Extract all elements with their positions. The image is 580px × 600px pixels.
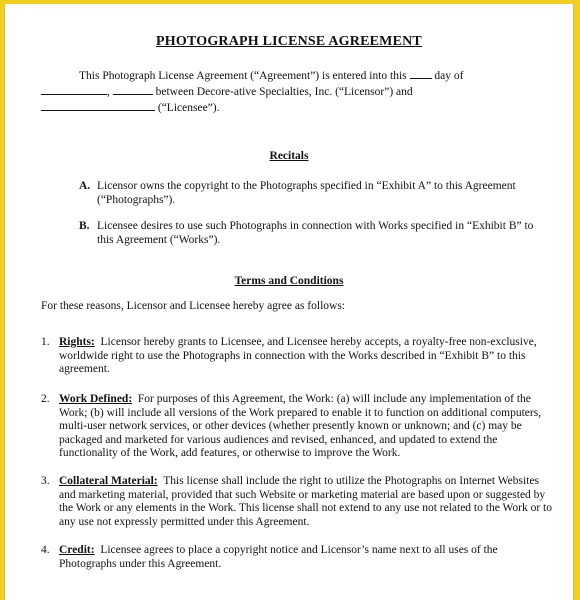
- term-item-work-defined: [41, 393, 555, 461]
- intro-line-1-end: day of: [434, 70, 464, 82]
- term-text: Licensor hereby grants to Licensee, and Licensee hereby accepts, a royalty-free non-exclusive, worldwide right to use the Photographs in connection with the Works described in “Exhibit B” to this agreement.: [59, 336, 537, 376]
- term-text: Licensee agrees to place a copyright notice and Licensor’s name next to all uses of the Photographs under this Agreement.: [59, 544, 498, 570]
- term-label: Work Defined:: [59, 393, 133, 405]
- recital-text: Licensor owns the copyright to the Photographs specified in “Exhibit A” to this Agreement (“Photographs”).: [97, 180, 516, 206]
- term-item-credit: [41, 544, 555, 571]
- term-number: 3.: [41, 475, 50, 487]
- term-text: This license shall include the right to utilize the Photographs on Internet Websites and marketing material, provided that such Website or marketing material are based upon or suggested by the Work or any elements in the Work. This license shall not extend to any use not related to the Work or to any use not expressly permitted under this Agreement.: [59, 475, 553, 528]
- blank-month[interactable]: [41, 83, 107, 95]
- term-number: 1.: [41, 336, 50, 348]
- term-number: 4.: [41, 544, 50, 556]
- recital-text: Licensee desires to use such Photographs in connection with Works specified in “Exhibit B” to this Agreement (“Works”).: [97, 220, 534, 246]
- recital-a: [79, 179, 537, 207]
- terms-intro: For these reasons, Licensor and Licensee hereby agree as follows:: [41, 300, 345, 312]
- term-text: For purposes of this Agreement, the Work: (a) will include any implementation of the Work; (b) will include all versions of the Work prepared to enable it to function on additional computers, multi-user network services, or other devices (whether presently known or unknown; and (c) may be packaged and marketed for various audiences and revised, enhanced, and updated to extend the functionality of the Work, add features, or otherwise to improve the Work.: [59, 393, 542, 460]
- term-label: Collateral Material:: [59, 475, 158, 487]
- intro-paragraph: [41, 67, 463, 115]
- intro-line-3: (“Licensee”).: [157, 102, 220, 114]
- recital-letter: A.: [79, 180, 91, 192]
- document-title: PHOTOGRAPH LICENSE AGREEMENT: [156, 34, 422, 49]
- recital-b: [79, 219, 537, 247]
- intro-line-1: This Photograph License Agreement (“Agreement”) is entered into this: [79, 70, 407, 82]
- recitals-heading: Recitals: [269, 150, 309, 162]
- term-number: 2.: [41, 393, 50, 405]
- terms-heading: Terms and Conditions: [234, 275, 344, 287]
- term-item-collateral-material: [41, 475, 555, 529]
- term-label: Rights:: [59, 336, 95, 348]
- blank-year[interactable]: [113, 83, 153, 95]
- term-label: Credit:: [59, 544, 95, 556]
- recital-letter: B.: [79, 220, 90, 232]
- document-page: [4, 4, 574, 600]
- blank-day[interactable]: [410, 67, 432, 79]
- intro-line-2: between Decore-ative Specialties, Inc. (“Licensor”) and: [155, 86, 413, 98]
- blank-licensee-name[interactable]: [41, 99, 155, 111]
- term-item-rights: [41, 336, 555, 377]
- intro-comma: ,: [107, 86, 110, 98]
